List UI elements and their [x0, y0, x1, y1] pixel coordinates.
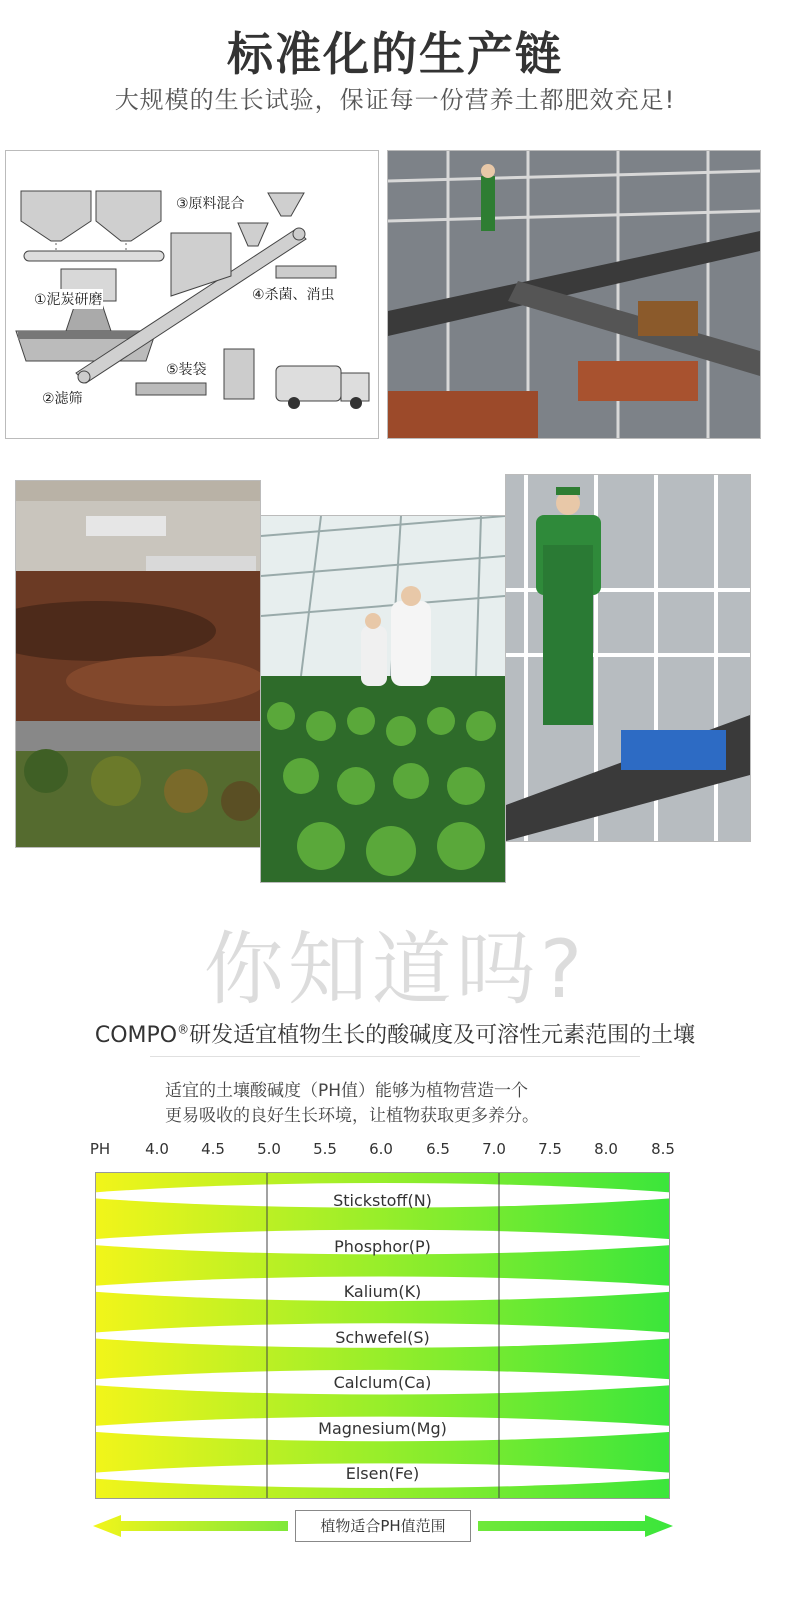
did-you-know-heading: 你知道吗? — [203, 923, 587, 1016]
ph-tick: 6.0 — [369, 1140, 393, 1158]
element-label-phosphorus: Phosphor(P) — [334, 1237, 431, 1256]
production-diagram — [5, 150, 379, 439]
step-label-grinding: ①泥炭研磨 — [34, 289, 103, 309]
compo-brand: COMPO — [94, 1023, 178, 1048]
page-subtitle: 大规模的生长试验，保证每一份营养土都肥效充足! — [114, 86, 676, 114]
description-line-2: 更易吸收的良好生长环境，让植物获取更多养分。 — [165, 1106, 539, 1126]
element-label-nitrogen: Stickstoff(N) — [333, 1191, 432, 1210]
factory-photo-image — [388, 151, 760, 438]
ph-tick: 7.5 — [538, 1140, 562, 1158]
element-label-sulfur: Schwefel(S) — [335, 1328, 430, 1347]
peat-field-image — [16, 481, 260, 847]
page-title: 标准化的生产链 — [227, 27, 563, 81]
ph-tick: 5.0 — [257, 1140, 281, 1158]
description-line-1: 适宜的土壤酸碱度（PH值）能够为植物营造一个 — [165, 1081, 529, 1101]
compo-statement-text: 研发适宜植物生长的酸碱度及可溶性元素范围的土壤 — [189, 1023, 696, 1048]
ph-tick: 6.5 — [426, 1140, 450, 1158]
optimal-ph-legend: 植物适合PH值范围 — [295, 1510, 471, 1542]
ph-tick: 7.0 — [482, 1140, 506, 1158]
element-label-potassium: Kalium(K) — [343, 1282, 422, 1301]
ph-axis — [0, 1140, 790, 1160]
peat-field-photo — [15, 480, 261, 848]
step-label-sieve: ②滤筛 — [42, 391, 83, 407]
ph-axis-label: PH — [89, 1140, 111, 1158]
step-label-mixing: ③原料混合 — [176, 196, 245, 212]
nutrient-ph-chart — [95, 1172, 670, 1499]
ph-tick: 4.0 — [145, 1140, 169, 1158]
ph-tick: 8.0 — [594, 1140, 618, 1158]
step-label-bagging: ⑤装袋 — [166, 359, 207, 379]
arrow-right-icon — [478, 1515, 673, 1537]
greenhouse-image — [261, 516, 505, 882]
greenhouse-photo — [260, 515, 506, 883]
ph-tick: 8.5 — [651, 1140, 675, 1158]
compo-statement — [0, 1018, 790, 1049]
factory-photo — [387, 150, 761, 439]
divider — [150, 1056, 640, 1057]
element-label-magnesium: Magnesium(Mg) — [318, 1419, 447, 1438]
ph-tick: 4.5 — [201, 1140, 225, 1158]
element-label-calcium: Calclum(Ca) — [333, 1373, 432, 1392]
step-label-sterilize: ④杀菌、消虫 — [252, 284, 335, 304]
ph-tick: 5.5 — [313, 1140, 337, 1158]
worker-image — [506, 475, 750, 841]
worker-photo — [505, 474, 751, 842]
registered-mark: ® — [177, 1022, 190, 1037]
element-label-iron: Elsen(Fe) — [345, 1464, 420, 1483]
arrow-left-icon — [93, 1515, 288, 1537]
